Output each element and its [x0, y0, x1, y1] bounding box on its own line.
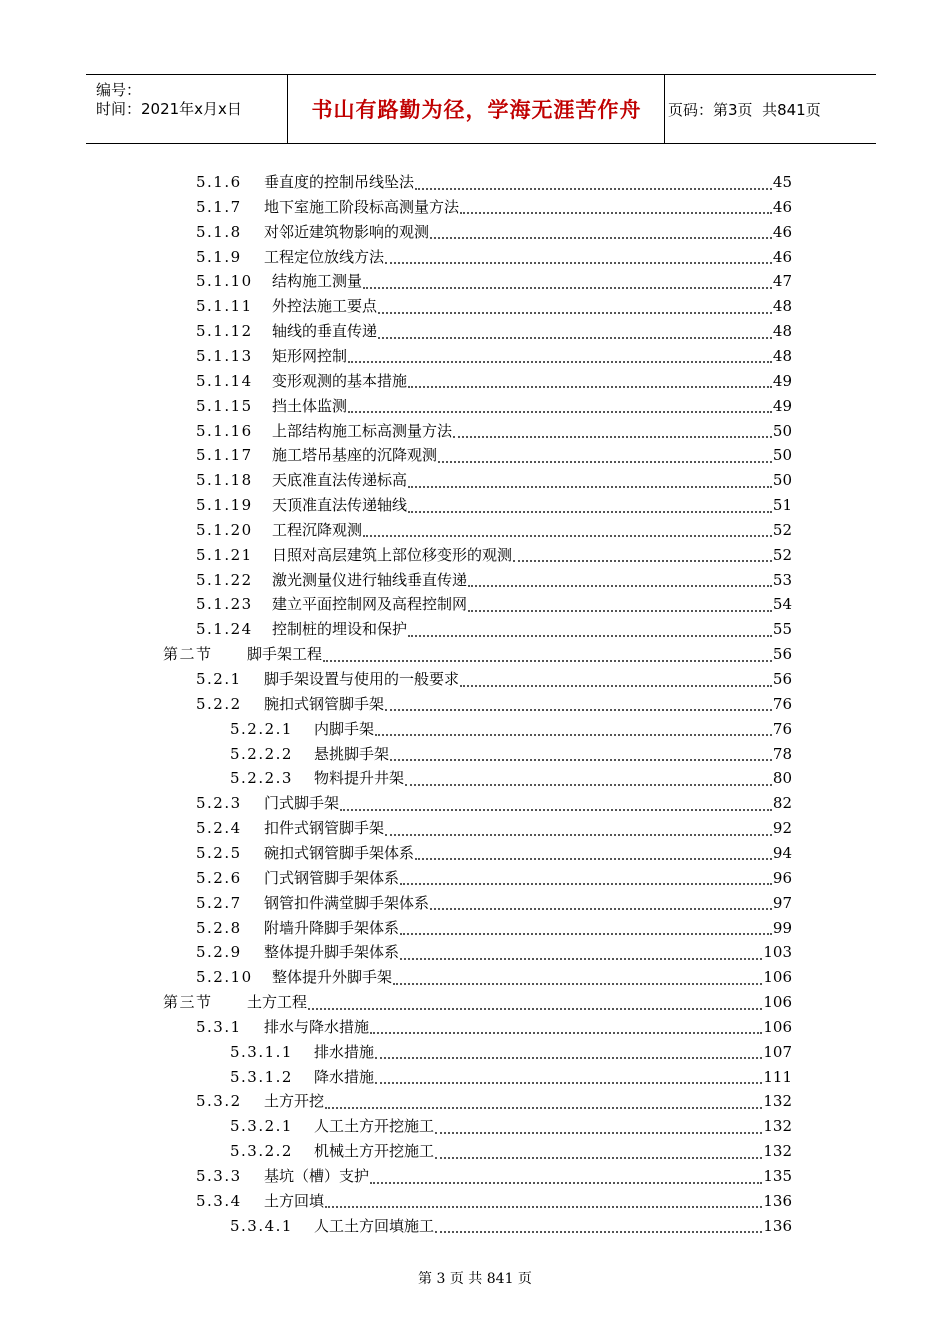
toc-entry[interactable] — [196, 419, 792, 443]
toc-dot-leader — [375, 1056, 762, 1059]
toc-dot-leader — [348, 410, 772, 413]
toc-entry-page: 78 — [772, 744, 792, 763]
toc-entry-title: 土方开挖 — [264, 1092, 325, 1111]
toc-dot-leader — [408, 485, 772, 488]
toc-entry[interactable] — [196, 394, 792, 418]
toc-entry-page: 80 — [772, 769, 792, 788]
toc-dot-leader — [378, 336, 772, 339]
toc-dot-leader — [363, 534, 772, 537]
toc-entry-page: 46 — [772, 222, 792, 241]
toc-entry-number: 5.3.2 — [196, 1092, 242, 1111]
toc-entry[interactable] — [196, 369, 792, 393]
toc-dot-leader — [340, 808, 772, 811]
toc-entry[interactable] — [230, 717, 792, 741]
toc-entry[interactable] — [196, 195, 792, 219]
toc-dot-leader — [408, 510, 772, 513]
toc-entry-page: 96 — [772, 868, 792, 887]
toc-entry[interactable] — [196, 617, 792, 641]
toc-entry[interactable] — [230, 1040, 792, 1064]
toc-entry-title: 天顶准直法传递轴线 — [272, 496, 408, 515]
toc-entry-title: 矩形网控制 — [272, 346, 348, 365]
toc-entry[interactable] — [196, 245, 792, 269]
toc-entry-page: 106 — [763, 968, 792, 987]
header-divider — [287, 75, 288, 143]
toc-dot-leader — [325, 1205, 762, 1208]
toc-entry-title: 门式脚手架 — [264, 794, 340, 813]
toc-entry-title: 悬挑脚手架 — [314, 744, 390, 763]
toc-entry-page: 107 — [763, 1042, 792, 1061]
toc-entry-page: 132 — [763, 1092, 792, 1111]
toc-entry-number: 第二节 — [163, 645, 213, 664]
toc-entry-page: 48 — [772, 346, 792, 365]
toc-entry-title: 脚手架工程 — [247, 645, 323, 664]
toc-entry-title: 垂直度的控制吊线坠法 — [264, 173, 415, 191]
toc-entry-number: 5.2.3 — [196, 794, 242, 813]
toc-entry-title: 上部结构施工标高测量方法 — [272, 421, 453, 440]
toc-entry[interactable] — [196, 294, 792, 318]
toc-entry-page: 50 — [772, 471, 792, 490]
toc-entry[interactable] — [196, 891, 792, 915]
toc-entry-title: 腕扣式钢管脚手架 — [264, 694, 385, 713]
toc-entry-title: 对邻近建筑物影响的观测 — [264, 222, 430, 241]
toc-entry-number: 5.2.10 — [196, 968, 253, 987]
toc-entry[interactable] — [196, 667, 792, 691]
toc-entry-page: 56 — [772, 645, 792, 664]
toc-dot-leader — [390, 758, 772, 761]
toc-entry[interactable] — [196, 1015, 792, 1039]
toc-entry-number: 5.2.2.2 — [230, 744, 293, 763]
toc-entry[interactable] — [230, 1065, 792, 1089]
toc-entry-number: 5.1.23 — [196, 595, 253, 614]
toc-dot-leader — [460, 684, 772, 687]
header-motto: 书山有路勤为径，学海无涯苦作舟 — [311, 98, 642, 122]
toc-entry-page: 46 — [772, 197, 792, 216]
toc-entry[interactable] — [196, 1164, 792, 1188]
toc-entry-title: 变形观测的基本措施 — [272, 371, 408, 390]
header-divider — [664, 75, 665, 143]
toc-entry-title: 控制桩的埋设和保护 — [272, 620, 408, 639]
toc-entry-title: 土方工程 — [247, 993, 308, 1012]
document-time-label: 时间：2021年x月x日 — [96, 100, 242, 118]
toc-entry-title: 轴线的垂直传递 — [272, 322, 378, 341]
toc-entry-title: 地下室施工阶段标高测量方法 — [264, 197, 460, 216]
toc-entry[interactable] — [196, 220, 792, 244]
toc-entry[interactable] — [196, 468, 792, 492]
toc-entry-title: 激光测量仪进行轴线垂直传递 — [272, 570, 468, 589]
toc-dot-leader — [363, 286, 772, 289]
toc-dot-leader — [435, 1131, 762, 1134]
toc-entry-page: 135 — [763, 1167, 792, 1185]
toc-entry-number: 5.1.19 — [196, 496, 253, 515]
toc-entry-number: 5.3.1.2 — [230, 1067, 293, 1086]
toc-entry-page: 132 — [763, 1117, 792, 1136]
toc-entry-number: 5.1.22 — [196, 570, 253, 589]
toc-entry-title: 人工土方开挖施工 — [314, 1117, 435, 1136]
toc-entry-page: 50 — [772, 446, 792, 465]
toc-dot-leader — [375, 733, 772, 736]
toc-entry-number: 5.3.4.1 — [230, 1216, 293, 1235]
toc-entry[interactable] — [196, 940, 792, 964]
toc-dot-leader — [393, 982, 762, 985]
toc-entry[interactable] — [196, 319, 792, 343]
toc-entry[interactable] — [196, 493, 792, 517]
toc-entry-title: 物料提升井架 — [314, 769, 405, 788]
toc-entry-page: 46 — [772, 247, 792, 266]
toc-entry-title: 土方回填 — [264, 1191, 325, 1210]
toc-entry-page: 48 — [772, 322, 792, 341]
toc-entry-number: 5.2.2 — [196, 694, 242, 713]
toc-entry-title: 钢管扣件满堂脚手架体系 — [264, 893, 430, 912]
toc-dot-leader — [400, 882, 772, 885]
toc-entry[interactable] — [196, 543, 792, 567]
toc-dot-leader — [378, 311, 772, 314]
toc-entry[interactable] — [196, 841, 792, 865]
toc-entry[interactable] — [196, 592, 792, 616]
toc-entry-title: 碗扣式钢管脚手架体系 — [264, 843, 415, 862]
toc-entry-page: 56 — [772, 670, 792, 688]
toc-entry[interactable] — [196, 443, 792, 467]
toc-entry-page: 97 — [772, 893, 792, 912]
toc-entry-number: 5.1.24 — [196, 620, 253, 639]
toc-entry[interactable] — [196, 816, 792, 840]
page-header — [86, 74, 876, 144]
toc-entry-page: 52 — [772, 520, 792, 539]
toc-entry[interactable] — [230, 1114, 792, 1138]
toc-entry-title: 施工塔吊基座的沉降观测 — [272, 446, 438, 465]
toc-entry-title: 门式钢管脚手架体系 — [264, 868, 400, 887]
toc-dot-leader — [348, 360, 772, 363]
toc-entry-title: 排水与降水措施 — [264, 1017, 370, 1036]
toc-entry-number: 5.2.2.1 — [230, 719, 293, 738]
toc-entry-title: 基坑（槽）支护 — [264, 1167, 370, 1185]
toc-entry-number: 5.1.11 — [196, 297, 253, 316]
toc-dot-leader — [308, 1007, 762, 1010]
toc-dot-leader — [430, 236, 772, 239]
toc-entry[interactable] — [230, 766, 792, 790]
toc-entry[interactable] — [196, 791, 792, 815]
toc-entry-number: 第三节 — [163, 993, 213, 1012]
toc-entry-number: 5.2.4 — [196, 819, 242, 838]
page-footer: 第 3 页 共 841 页 — [418, 1271, 532, 1287]
toc-entry-number: 5.1.20 — [196, 520, 253, 539]
toc-entry[interactable] — [196, 344, 792, 368]
toc-dot-leader — [453, 435, 772, 438]
toc-entry-number: 5.1.21 — [196, 545, 253, 564]
toc-entry-number: 5.2.5 — [196, 843, 242, 862]
toc-entry[interactable] — [230, 1139, 792, 1163]
toc-entry-number: 5.3.2.1 — [230, 1117, 293, 1136]
toc-entry-number: 5.2.6 — [196, 868, 242, 887]
toc-entry-title: 工程沉降观测 — [272, 520, 363, 539]
toc-entry[interactable] — [196, 866, 792, 890]
toc-dot-leader — [435, 1156, 762, 1159]
toc-entry-title: 扣件式钢管脚手架 — [264, 819, 385, 838]
toc-dot-leader — [370, 1181, 762, 1184]
header-meta — [96, 81, 242, 119]
toc-entry-page: 132 — [763, 1142, 792, 1161]
document-number-label: 编号： — [96, 81, 142, 99]
toc-entry-page: 99 — [772, 918, 792, 937]
toc-dot-leader — [460, 211, 772, 214]
toc-entry-title: 挡土体监测 — [272, 396, 348, 415]
toc-entry-title: 机械土方开挖施工 — [314, 1142, 435, 1161]
toc-entry-page: 103 — [763, 943, 792, 962]
toc-entry[interactable] — [196, 916, 792, 940]
toc-entry-number: 5.3.2.2 — [230, 1142, 293, 1161]
toc-dot-leader — [438, 460, 772, 463]
toc-entry-page: 136 — [763, 1216, 792, 1235]
toc-entry-number: 5.3.3 — [196, 1167, 242, 1185]
toc-entry-page: 106 — [763, 993, 792, 1012]
toc-entry-page: 111 — [763, 1067, 792, 1086]
toc-entry-title: 建立平面控制网及高程控制网 — [272, 595, 468, 614]
toc-entry[interactable] — [230, 1214, 792, 1238]
toc-entry-number: 5.2.8 — [196, 918, 242, 937]
toc-entry-number: 5.1.17 — [196, 446, 253, 465]
toc-dot-leader — [430, 907, 772, 910]
toc-dot-leader — [405, 783, 772, 786]
toc-entry-page: 47 — [772, 272, 792, 291]
toc-entry-page: 76 — [772, 694, 792, 713]
toc-entry[interactable] — [196, 1189, 792, 1213]
toc-entry-number: 5.1.16 — [196, 421, 253, 440]
toc-entry[interactable] — [230, 742, 792, 766]
toc-entry-number: 5.1.13 — [196, 346, 253, 365]
toc-entry[interactable] — [196, 1089, 792, 1113]
toc-dot-leader — [370, 1031, 762, 1034]
toc-entry-number: 5.1.7 — [196, 197, 242, 216]
toc-entry-page: 92 — [772, 819, 792, 838]
toc-entry-page: 106 — [763, 1017, 792, 1036]
toc-entry-page: 49 — [772, 371, 792, 390]
toc-entry[interactable] — [196, 568, 792, 592]
toc-entry-page: 52 — [772, 545, 792, 564]
toc-dot-leader — [325, 1106, 762, 1109]
toc-dot-leader — [385, 708, 772, 711]
toc-dot-leader — [400, 957, 762, 960]
toc-entry-page: 94 — [772, 843, 792, 862]
toc-entry-title: 整体提升脚手架体系 — [264, 943, 400, 962]
header-page-info: 页码：第3页 共841页 — [668, 100, 821, 119]
toc-entry-number: 5.1.15 — [196, 396, 253, 415]
toc-entry[interactable] — [196, 269, 792, 293]
toc-dot-leader — [415, 857, 772, 860]
toc-entry-number: 5.2.7 — [196, 893, 242, 912]
toc-dot-leader — [408, 385, 772, 388]
toc-dot-leader — [375, 1081, 762, 1084]
toc-entry-page: 136 — [763, 1191, 792, 1210]
toc-entry[interactable] — [196, 518, 792, 542]
toc-entry-page: 45 — [772, 173, 792, 191]
toc-dot-leader — [400, 932, 772, 935]
toc-entry-number: 5.2.9 — [196, 943, 242, 962]
toc-entry-number: 5.1.14 — [196, 371, 253, 390]
toc-entry-number: 5.3.4 — [196, 1191, 242, 1210]
toc-dot-leader — [385, 833, 772, 836]
toc-entry-number: 5.1.12 — [196, 322, 253, 341]
toc-entry-number: 5.3.1 — [196, 1017, 242, 1036]
toc-entry-number: 5.1.9 — [196, 247, 242, 266]
toc-entry-title: 降水措施 — [314, 1067, 375, 1086]
toc-entry-page: 82 — [772, 794, 792, 813]
toc-dot-leader — [408, 634, 772, 637]
toc-entry-number: 5.1.18 — [196, 471, 253, 490]
toc-entry-number: 5.2.2.3 — [230, 769, 293, 788]
toc-entry-title: 排水措施 — [314, 1042, 375, 1061]
toc-entry[interactable] — [196, 965, 792, 989]
toc-entry-page: 55 — [772, 620, 792, 639]
toc-entry-title: 附墙升降脚手架体系 — [264, 918, 400, 937]
toc-entry-number: 5.1.6 — [196, 173, 242, 191]
toc-entry-page: 50 — [772, 421, 792, 440]
toc-entry-title: 天底准直法传递标高 — [272, 471, 408, 490]
toc-entry-page: 51 — [772, 496, 792, 515]
toc-entry-page: 53 — [772, 570, 792, 589]
toc-entry-page: 54 — [772, 595, 792, 614]
toc-dot-leader — [468, 584, 772, 587]
toc-entry[interactable] — [196, 692, 792, 716]
toc-entry-number: 5.2.1 — [196, 670, 242, 688]
toc-entry-page: 49 — [772, 396, 792, 415]
toc-entry[interactable] — [163, 642, 792, 666]
toc-entry-number: 5.1.8 — [196, 222, 242, 241]
toc-dot-leader — [385, 261, 772, 264]
toc-entry-title: 内脚手架 — [314, 719, 375, 738]
toc-entry-title: 人工土方回填施工 — [314, 1216, 435, 1235]
toc-entry-title: 工程定位放线方法 — [264, 247, 385, 266]
toc-dot-leader — [468, 609, 772, 612]
toc-dot-leader — [323, 659, 772, 662]
toc-dot-leader — [435, 1230, 762, 1233]
toc-entry-title: 整体提升外脚手架 — [272, 968, 393, 987]
toc-entry-number: 5.1.10 — [196, 272, 253, 291]
toc-dot-leader — [513, 559, 772, 562]
toc-entry-title: 结构施工测量 — [272, 272, 363, 291]
toc-entry-number: 5.3.1.1 — [230, 1042, 293, 1061]
toc-entry-page: 76 — [772, 719, 792, 738]
toc-entry-title: 脚手架设置与使用的一般要求 — [264, 670, 460, 688]
toc-entry-title: 日照对高层建筑上部位移变形的观测 — [272, 545, 513, 564]
toc-dot-leader — [415, 187, 772, 190]
toc-entry[interactable] — [196, 170, 792, 194]
toc-entry[interactable] — [163, 990, 792, 1014]
toc-entry-page: 48 — [772, 297, 792, 316]
toc-entry-title: 外控法施工要点 — [272, 297, 378, 316]
